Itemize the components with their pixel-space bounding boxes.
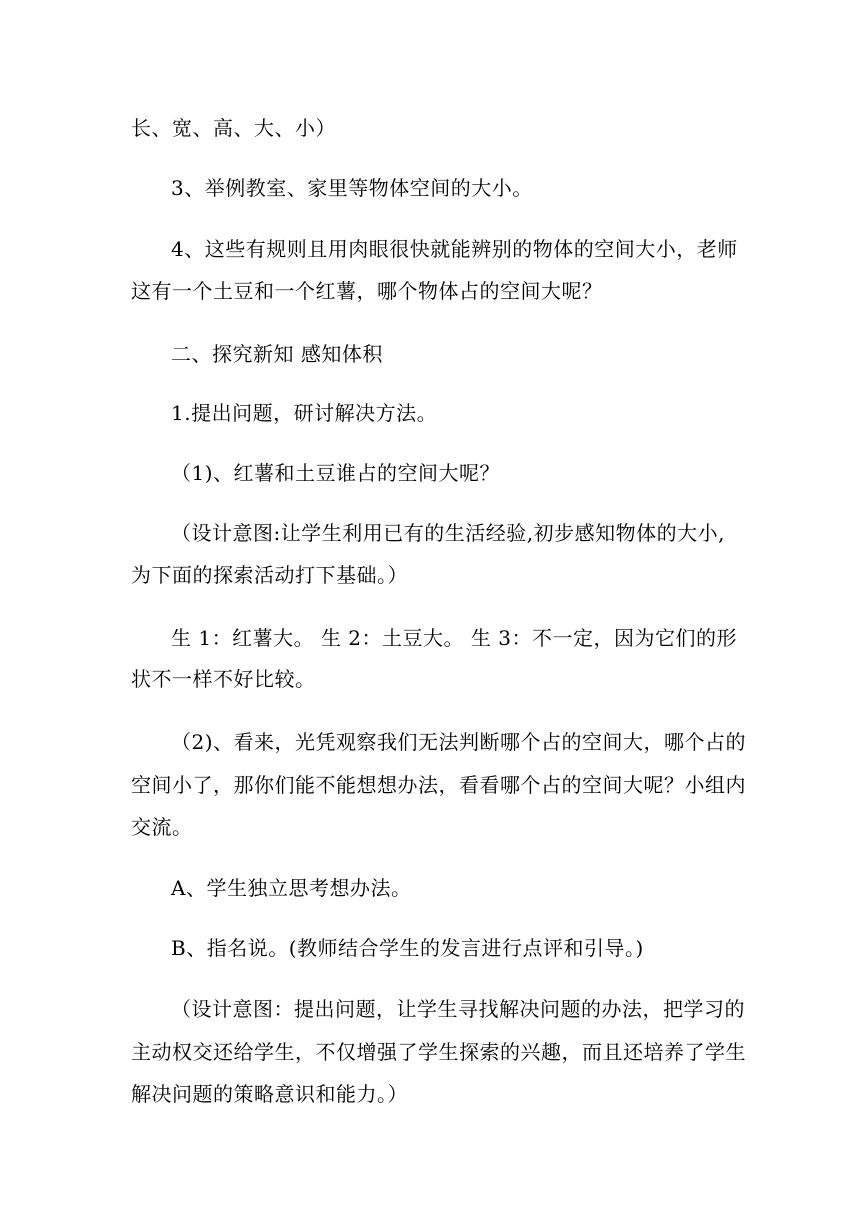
text-line: 交流。 <box>131 815 193 839</box>
text-line: （设计意图:让学生利用已有的生活经验,初步感知物体的大小, <box>171 521 725 545</box>
text-line: 为下面的探索活动打下基础。） <box>131 563 408 587</box>
section-heading: 二、探究新知 感知体积 <box>171 342 383 366</box>
text-line: 生 1：红薯大。 生 2：土豆大。 生 3：不一定，因为它们的形 <box>171 626 737 650</box>
text-line: 3、举例教室、家里等物体空间的大小。 <box>171 176 533 200</box>
text-line: 4、这些有规则且用肉眼很快就能辨别的物体的空间大小，老师 <box>171 237 738 261</box>
text-line: A、学生独立思考想办法。 <box>171 876 412 900</box>
text-line: 长、宽、高、大、小） <box>131 116 336 140</box>
text-line: 这有一个土豆和一个红薯，哪个物体占的空间大呢？ <box>131 279 603 303</box>
text-line: 状不一样不好比较。 <box>131 667 316 691</box>
text-line: 空间小了，那你们能不能想想办法，看看哪个占的空间大呢？小组内 <box>131 773 746 797</box>
text-line: 主动权交还给学生，不仅增强了学生探索的兴趣，而且还培养了学生 <box>131 1040 746 1064</box>
text-line: 解决问题的策略意识和能力。） <box>131 1082 408 1106</box>
text-line: （2)、看来，光凭观察我们无法判断哪个占的空间大，哪个占的 <box>171 730 747 754</box>
text-line: B、指名说。(教师结合学生的发言进行点评和引导。) <box>171 936 644 960</box>
text-line: （设计意图：提出问题，让学生寻找解决问题的办法，把学习的 <box>171 997 745 1021</box>
text-line: 1.提出问题，研讨解决方法。 <box>171 401 438 425</box>
text-line: （1)、红薯和土豆谁占的空间大呢？ <box>171 461 501 485</box>
